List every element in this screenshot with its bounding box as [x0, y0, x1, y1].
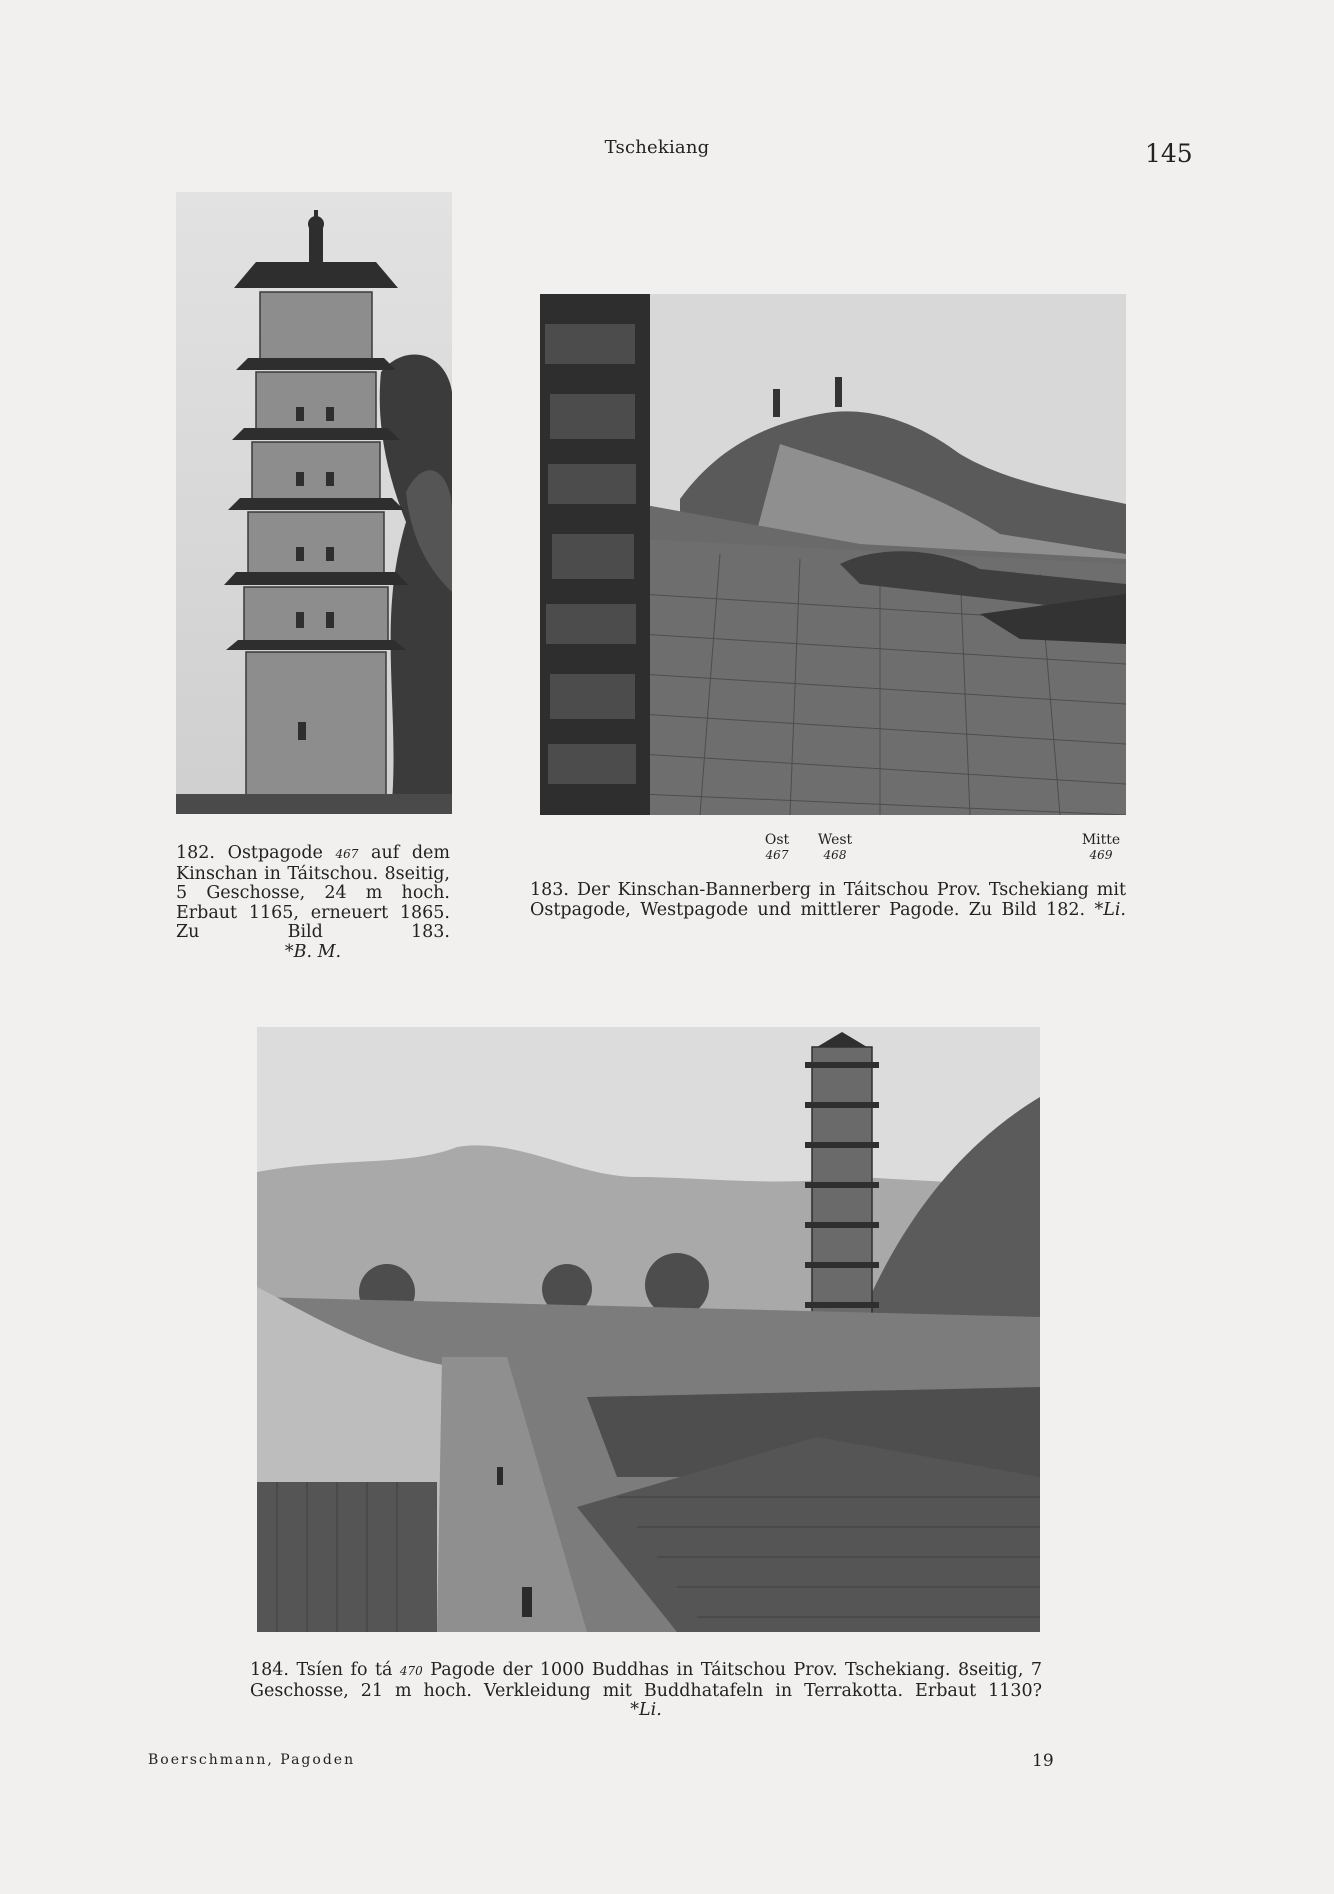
- caption-184-ref: 470: [399, 1664, 423, 1678]
- photo-kinschan-hill: [540, 294, 1126, 815]
- caption-182-ref: 467: [335, 847, 359, 861]
- caption-182-text-a: Ostpagode: [227, 843, 323, 863]
- caption-183: [530, 881, 1126, 920]
- label-ost: Ost 467: [764, 832, 790, 862]
- caption-182-credit: *B. M.: [284, 941, 342, 962]
- running-head: Tschekiang: [604, 137, 710, 158]
- footer-signature: 19: [1032, 1751, 1054, 1771]
- label-west: West 468: [817, 832, 853, 862]
- caption-184-text-b: Pagode der 1000 Buddhas in Táitschou Prov. Tschekiang. 8seitig, 7 Geschosse, 21 m hoch. Verkleidung mit Buddhatafeln in Terrakotta. Erbaut 1130?: [250, 1660, 1042, 1701]
- caption-183-text: Der Kinschan-Bannerberg in Táitschou Prov. Tschekiang mit Ostpagode, Westpagode und mittlerer Pagode. Zu Bild 182.: [530, 880, 1126, 920]
- caption-182-number: 182.: [176, 843, 215, 863]
- caption-184-text-a: Tsíen fo tá: [296, 1660, 393, 1680]
- photo-thousand-buddha-pagoda: [257, 1027, 1040, 1632]
- caption-182-text-b: auf dem Kinschan in Táitschou. 8seitig, 5 Geschosse, 24 m hoch. Erbaut 1165, erneuert 1865. Zu Bild 183.: [176, 843, 450, 942]
- page-number: 145: [1145, 139, 1193, 168]
- caption-182: [176, 844, 450, 962]
- label-mitte: Mitte 469: [1081, 832, 1121, 862]
- caption-184-number: 184.: [250, 1660, 289, 1680]
- photo-east-pagoda: [176, 192, 452, 814]
- caption-184: [250, 1661, 1042, 1721]
- footer-author-title: Boerschmann, Pagoden: [148, 1752, 356, 1768]
- caption-184-credit: *Li.: [630, 1700, 662, 1720]
- caption-183-number: 183.: [530, 880, 569, 900]
- caption-183-credit: *Li.: [1094, 899, 1126, 920]
